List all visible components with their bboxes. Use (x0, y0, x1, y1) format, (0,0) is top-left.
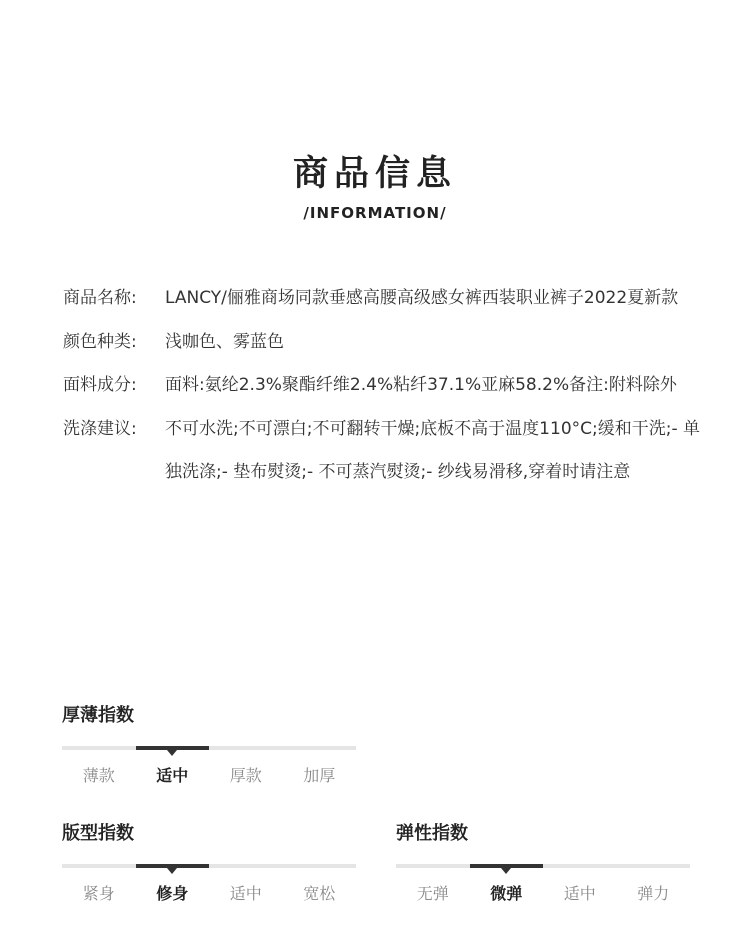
index-options (62, 763, 356, 786)
index-option: 修身 (156, 884, 189, 903)
index-option: 弹力 (637, 884, 670, 903)
info-row-color (63, 321, 703, 365)
index-indicator (470, 864, 544, 868)
info-label: 商品名称: (63, 288, 137, 308)
page-subtitle: /INFORMATION/ (303, 204, 447, 222)
info-label: 颜色种类: (63, 331, 137, 352)
index-option: 薄款 (82, 766, 115, 785)
index-option: 宽松 (303, 884, 336, 903)
index-options (396, 881, 690, 904)
index-option: 加厚 (303, 766, 336, 785)
index-option: 无弹 (416, 884, 449, 903)
thickness-index (62, 704, 356, 786)
index-bar (62, 864, 356, 868)
info-value: 面料:氨纶2.3%聚酯纤维2.4%粘纤37.1%亚麻58.2%备注:附料除外 (165, 375, 677, 395)
index-options (62, 881, 356, 904)
product-info-list (63, 277, 703, 495)
index-option: 适中 (156, 766, 189, 785)
fit-index (62, 822, 356, 904)
page-title: 商品信息 (292, 154, 457, 194)
info-value: 浅咖色、雾蓝色 (165, 331, 284, 352)
info-label: 洗涤建议: (63, 418, 137, 439)
info-label: 面料成分: (63, 375, 137, 395)
info-value: 不可水洗;不可漂白;不可翻转干燥;底板不高于温度110°C;缓和干洗;- 单独洗涤;- 垫布熨烫;- 不可蒸汽熨烫;- 纱线易滑移,穿着时请注意 (165, 418, 700, 482)
info-row-washing (63, 408, 703, 495)
info-value: LANCY/俪雅商场同款垂感高腰高级感女裤西装职业裤子2022夏新款 (165, 288, 679, 308)
index-option: 厚款 (229, 766, 262, 785)
index-title: 厚薄指数 (62, 705, 134, 726)
index-option: 适中 (563, 884, 596, 903)
index-option: 微弹 (490, 884, 523, 903)
elasticity-index (396, 822, 690, 904)
index-title: 弹性指数 (396, 823, 468, 844)
info-row-material (63, 364, 703, 408)
index-bar (396, 864, 690, 868)
index-option: 紧身 (82, 884, 115, 903)
index-bar (62, 746, 356, 750)
index-indicator (136, 864, 210, 868)
index-indicator (136, 746, 210, 750)
index-title: 版型指数 (62, 823, 134, 844)
index-option: 适中 (229, 884, 262, 903)
info-row-name (63, 277, 703, 321)
